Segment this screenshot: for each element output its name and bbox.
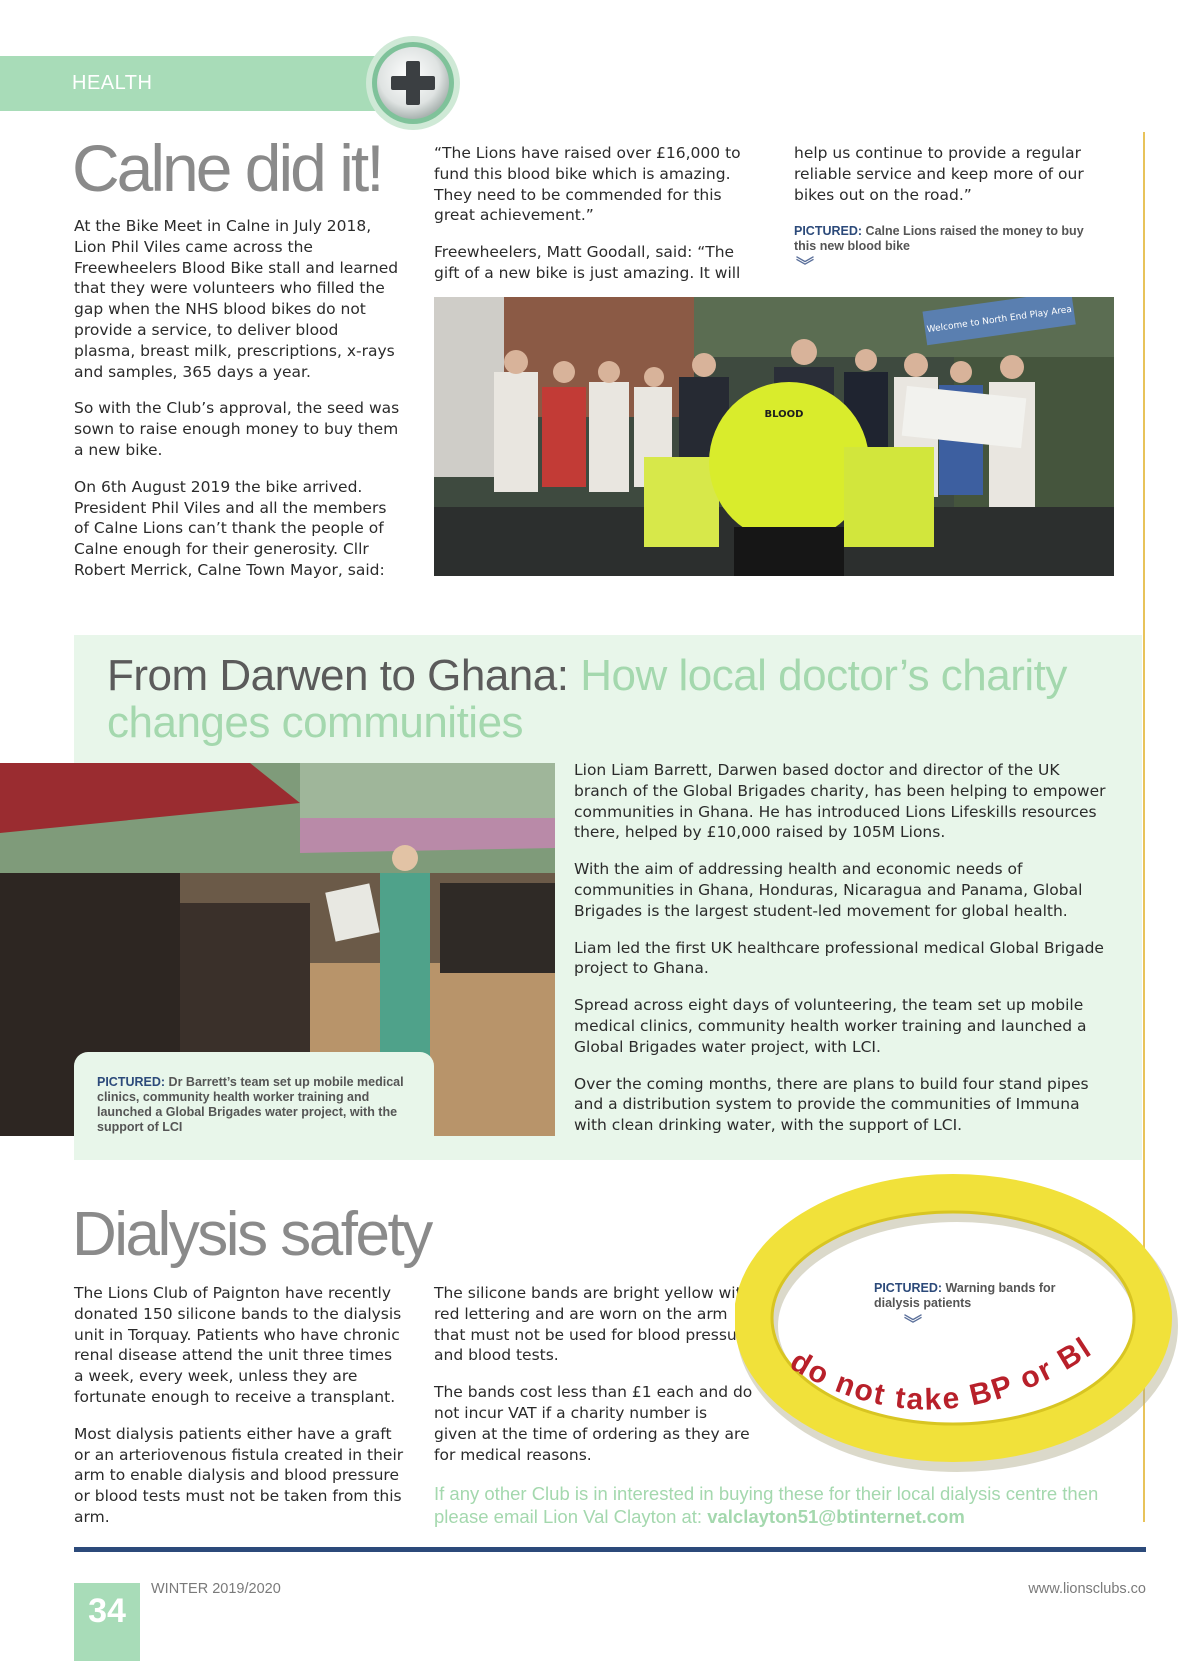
page-number: 34 — [88, 1592, 126, 1630]
article3-col2 — [434, 1283, 754, 1481]
section-label: HEALTH — [72, 72, 153, 94]
caption-lead: PICTURED: — [874, 1281, 943, 1295]
photo-bike-text: BLOOD — [764, 409, 804, 420]
article2-caption — [97, 1075, 417, 1135]
paragraph: The bands cost less than £1 each and do not incur VAT if a charity number is given at the time of ordering as they are for medical reasons. — [434, 1383, 753, 1464]
chevron-down-icon: ︾ — [796, 256, 814, 277]
paragraph: With the aim of addressing health and economic needs of communities in Ghana, Honduras, Nicaragua and Panama, Global Brigades is the largest student-led movement for global health. — [574, 860, 1083, 920]
caption-text: Calne Lions raised the money to buy this new blood bike — [794, 224, 1084, 253]
paragraph: The Lions Club of Paignton have recently donated 150 silicone bands to the dialysis unit in Torquay. Patients who have chronic renal disease attend the unit three times a week, every week, unless they are fortunate enough to receive a transplant. — [74, 1284, 402, 1406]
blood-bike-photo — [434, 297, 1114, 576]
paragraph: Freewheelers, Matt Goodall, said: “The gift of a new bike is just amazing. It will — [434, 243, 741, 282]
issue-label: WINTER 2019/2020 — [151, 1581, 281, 1597]
article1-col2 — [434, 143, 759, 300]
article1-caption — [794, 224, 1104, 254]
photo-sign-text: Welcome to North End Play Area — [926, 304, 1073, 336]
article3-caption — [874, 1281, 1084, 1311]
article1-col3 — [794, 143, 1114, 221]
article3-title: Dialysis safety — [72, 1200, 431, 1269]
paragraph: Most dialysis patients either have a graft or an arteriovenous fistula created in their arm to enable dialysis and blood pressure or blood tests must not be taken from this arm. — [74, 1424, 404, 1526]
paragraph: Liam led the first UK healthcare professional medical Global Brigade project to Ghana. — [574, 938, 1104, 978]
title-light: How local doctor’s charity changes communities — [107, 651, 1067, 747]
caption-lead: PICTURED: — [794, 224, 863, 238]
paragraph: Over the coming months, there are plans to build four stand pipes and a distribution system to provide the communities of Immuna with clean drinking water, with the support of LCI. — [574, 1074, 1089, 1135]
article1-title: Calne did it! — [72, 131, 382, 205]
paragraph: So with the Club’s approval, the seed was sown to raise enough money to buy them a new bike. — [74, 399, 400, 459]
paragraph: Lion Liam Barrett, Darwen based doctor and director of the UK branch of the Global Brigades charity, has been helping to empower communities in Ghana. He has introduced Lions Lifeskills resources there, helped by £10,000 raised by 105M Lions. — [574, 761, 1106, 842]
band-text: do not take BP or Bl — [784, 1330, 1099, 1417]
caption-lead: PICTURED: — [97, 1075, 166, 1089]
paragraph: Spread across eight days of volunteering, the team set up mobile medical clinics, community health worker training and launched a Global Brigades water project, with LCI. — [574, 996, 1087, 1056]
paragraph: On 6th August 2019 the bike arrived. President Phil Viles and all the members of Calne Lions can’t thank the people of Calne enough for their generosity. Cllr Robert Merrick, Calne Town Mayor, said: — [74, 477, 387, 579]
paragraph: At the Bike Meet in Calne in July 2018, Lion Phil Viles came across the Freewheelers Blood Bike stall and learned that they were volunteers who filled the gap when the NHS blood bikes do not provide a service, to deliver blood plasma, breast milk, prescriptions, x-rays and samples, 365 days a year. — [74, 217, 399, 381]
caption-text: Dr Barrett’s team set up mobile medical clinics, community health worker training and launched a Global Brigades water project, with the support of LCI — [97, 1075, 404, 1134]
website-link[interactable]: www.lionsclubs.co — [1028, 1581, 1146, 1597]
chevron-down-icon: ︾ — [904, 1314, 922, 1335]
footer-rule — [74, 1547, 1146, 1552]
article3-cta — [434, 1482, 1134, 1528]
article2-title — [107, 652, 1117, 746]
paragraph: help us continue to provide a regular reliable service and keep more of our bikes out on the road.” — [794, 144, 1084, 204]
title-dark: From Darwen to Ghana: — [107, 651, 569, 700]
paragraph: “The Lions have raised over £16,000 to fund this blood bike which is amazing. They need to be commended for this great achievement.” — [434, 144, 741, 225]
medical-cross-icon — [364, 34, 462, 132]
cta-text: If any other Club is in interested in buying these for their local dialysis centre then please email Lion Val Clayton at: — [434, 1483, 1099, 1527]
section-header-bar — [0, 56, 375, 111]
article1-col1 — [74, 216, 404, 597]
paragraph: The silicone bands are bright yellow with red lettering and are worn on the arm that must not be used for blood pressure and blood tests. — [434, 1284, 753, 1365]
caption-text: Warning bands for dialysis patients — [874, 1281, 1056, 1310]
cta-email-link[interactable]: valclayton51@btinternet.com — [707, 1506, 965, 1527]
article2-body — [574, 760, 1114, 1152]
warning-band-image — [735, 1148, 1180, 1478]
article3-col1 — [74, 1283, 404, 1544]
